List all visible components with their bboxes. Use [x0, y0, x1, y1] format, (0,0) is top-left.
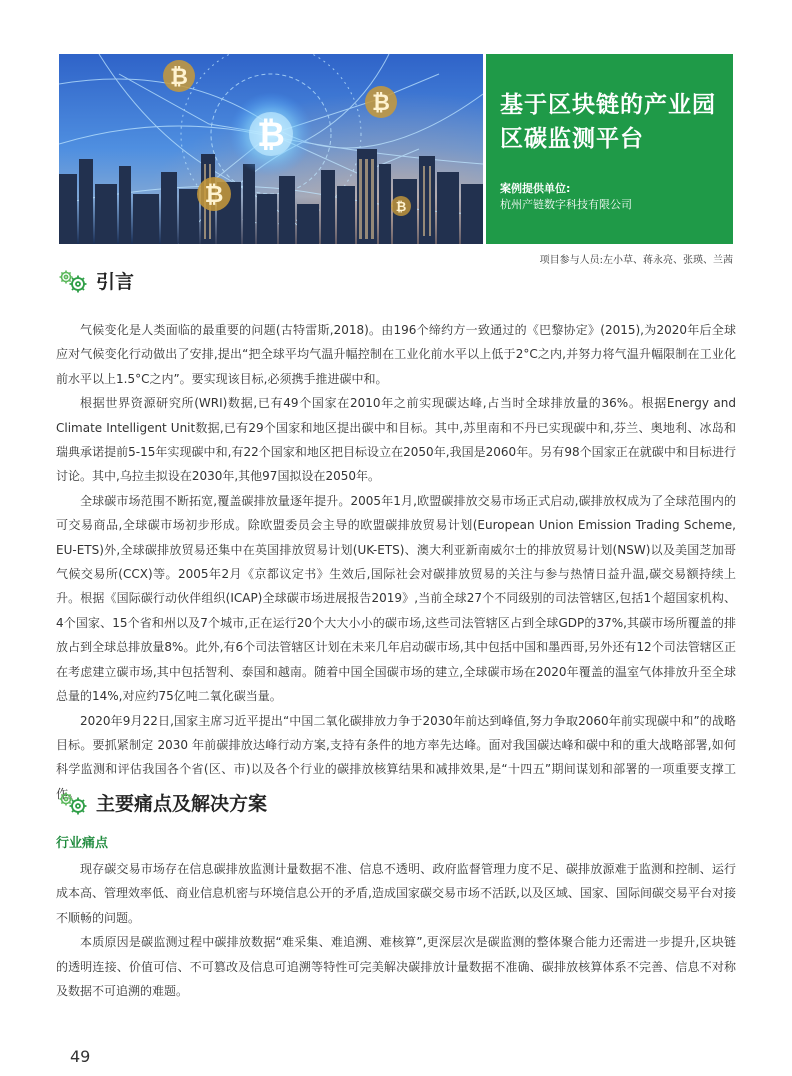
section-heading-pain-points — [56, 789, 267, 816]
bitcoin-icon — [391, 196, 411, 216]
svg-text:₿: ₿ — [170, 65, 188, 90]
svg-text:₿: ₿ — [257, 115, 285, 155]
paragraph: 本质原因是碳监测过程中碳排放数据“难采集、难追溯、难核算”,更深层次是碳监测的整体聚合能力还需进一步提升,区块链的透明连接、价值可信、不可篡改及信息可追溯等特性可完美解决碳排放计量数据不准确、碳排放核算体系不完善、信息不对称及数据不可追溯的难题。 — [56, 935, 736, 999]
gear-icon — [56, 268, 90, 294]
bitcoin-icon — [163, 60, 195, 92]
section-title: 引言 — [96, 271, 135, 293]
bitcoin-icon — [197, 177, 231, 211]
banner-image — [59, 54, 483, 244]
paragraph: 现存碳交易市场存在信息碳排放监测计量数据不准、信息不透明、政府监督管理力度不足、碳排放源难于监测和控制、运行成本高、管理效率低、商业信息机密与环境信息公开的矛盾,造成国家碳交易市场不活跃,以及区域、国家、国际间碳交易平台对接不顺畅的问题。 — [56, 862, 736, 925]
case-banner — [59, 54, 733, 244]
svg-text:₿: ₿ — [204, 182, 224, 208]
pain-points-body — [56, 857, 736, 1003]
case-title-line: 区碳监测平台 — [500, 126, 644, 152]
svg-text:₿: ₿ — [395, 200, 407, 215]
project-participants: 项目参与人员:左小草、蒋永亮、张瑛、兰茜 — [539, 255, 733, 266]
page-number: 49 — [70, 1047, 91, 1066]
svg-text:₿: ₿ — [372, 91, 390, 116]
banner-title-panel — [486, 54, 733, 244]
paragraph: 全球碳市场范围不断拓宽,覆盖碳排放量逐年提升。2005年1月,欧盟碳排放交易市场正式启动,碳排放权成为了全球范围内的可交易商品,全球碳市场初步形成。除欧盟委员会主导的欧盟碳排放贸易计划(European Union Emission Trading Scheme, EU-ETS)外,全球碳排放贸易还集中在英国排放贸易计划(UK-ETS)、澳大利亚新南威尔士的排放贸易计划(NSW)以及美国芝加哥气候交易所(CCX)等。2005年2月《京都议定书》生效后,国际社会对碳排放贸易的关注与参与热情日益升温,碳交易额持续上升。根据《国际碳行动伙伴组织(ICAP)全球碳市场进展报告2019》,当前全球27个不同级别的司法管辖区,包括1个超国家机构、4个国家、15个省和州以及7个城市,正在运行20个大大小小的碳市场,这些司法管辖区占到全球GDP的37%,其碳市场所覆盖的排放占到全球总排放量8%。此外,有6个司法管辖区计划在未来几年启动碳市场,其中包括中国和墨西哥,另外还有12个司法管辖区正在考虑建立碳市场,其中包括智利、泰国和越南。随着中国全国碳市场的建立,全球碳市场在2020年覆盖的温室气体排放升至全球总量的14%,对应约75亿吨二氧化碳当量。 — [56, 493, 736, 704]
provider-name: 杭州产链数字科技有限公司 — [500, 198, 632, 211]
section-title: 主要痛点及解决方案 — [96, 793, 268, 815]
provider-label: 案例提供单位: — [500, 182, 571, 195]
bitcoin-icon — [365, 86, 397, 118]
intro-body — [56, 318, 736, 806]
section-heading-intro — [56, 267, 134, 294]
paragraph: 2020年9月22日,国家主席习近平提出“中国二氧化碳排放力争于2030年前达到峰值,努力争取2060年前实现碳中和”的战略目标。要抓紧制定 2030 年前碳排放达峰行动方案,支持有条件的地方率先达峰。面对我国碳达峰和碳中和的重大战略部署,如何科学监测和评估我国各个省(区、市)以及各个行业的碳排放核算结果和减排效果,是“十四五”期间谋划和部署的一项重要支撑工作。 — [56, 713, 736, 801]
gear-icon — [56, 790, 90, 816]
bitcoin-icon — [249, 112, 293, 156]
paragraph: 气候变化是人类面临的最重要的问题(古特雷斯,2018)。由196个缔约方一致通过的《巴黎协定》(2015),为2020年后全球应对气候变化行动做出了安排,提出“把全球平均气温升幅控制在工业化前水平以上低于2°C之内,并努力将气温升幅限制在工业化前水平以上1.5°C之内”。要实现该目标,必须携手推进碳中和。 — [56, 323, 736, 386]
subheading-industry-pain-points: 行业痛点 — [56, 836, 109, 851]
case-title — [500, 88, 728, 156]
case-title-line: 基于区块链的产业园 — [500, 92, 716, 118]
paragraph: 根据世界资源研究所(WRI)数据,已有49个国家在2010年之前实现碳达峰,占当时全球排放量的36%。根据Energy and Climate Intelligent Unit数据,已有29个国家和地区提出碳中和目标。其中,苏里南和不丹已实现碳中和,芬兰、奥地利、冰岛和瑞典承诺提前5-15年实现碳中和,有22个国家和地区把目标设立在2050年,我国是2060年。另有98个国家正在就碳中和目标进行讨论。其中,乌拉圭拟设在2030年,其他97国拟设在2050年。 — [56, 396, 736, 484]
